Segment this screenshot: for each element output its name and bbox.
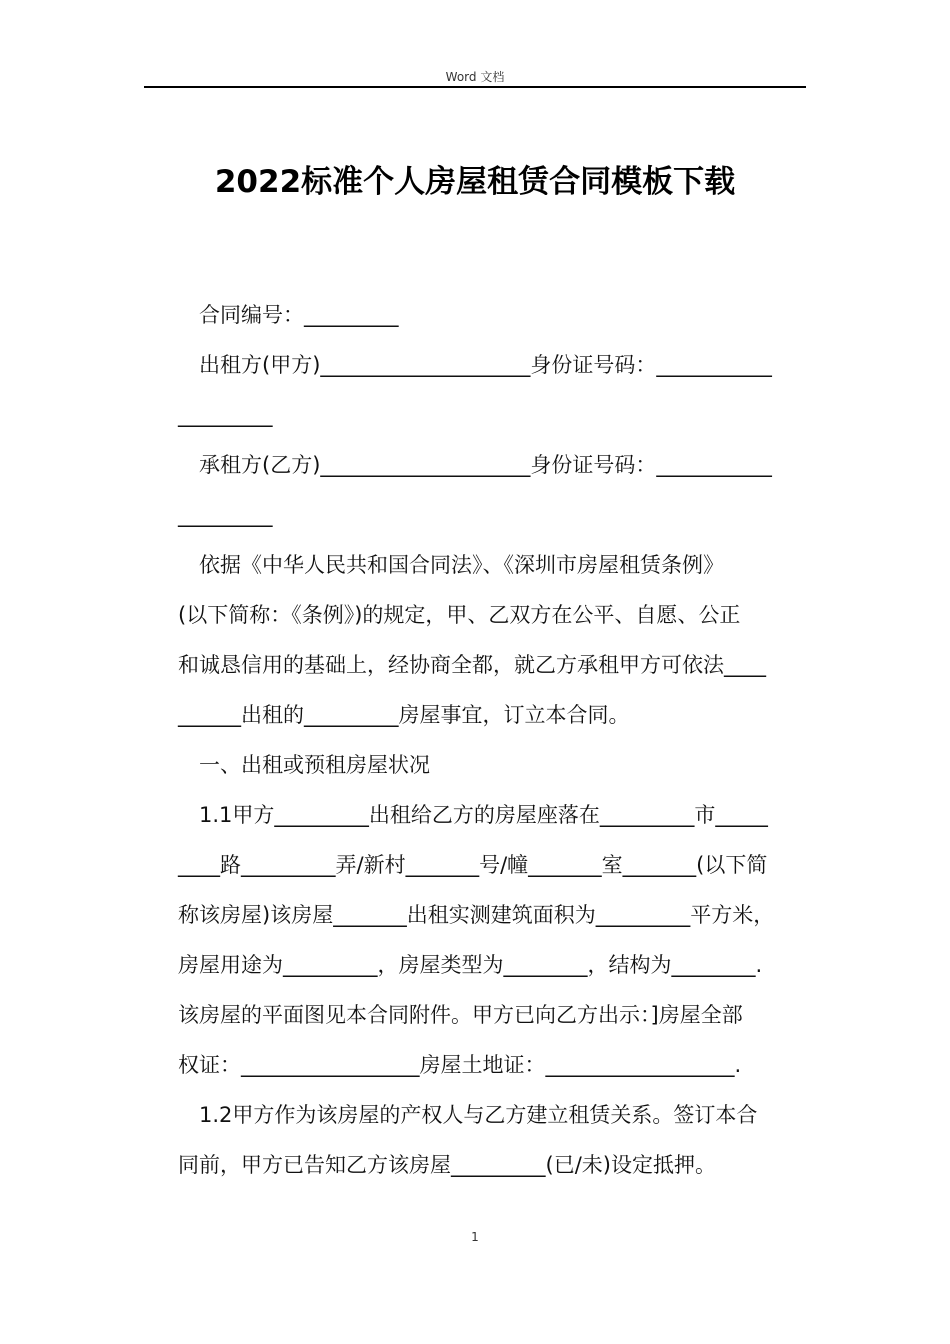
lessee-line-continued: _________ <box>178 503 273 527</box>
clause-line: ____路_________弄/新村_______号/幢_______室_______(以下简 <box>178 853 768 877</box>
paragraph-line: 和诚恳信用的基础上，经协商全都，就乙方承租甲方可依法____ <box>178 653 766 677</box>
document-title: 2022标准个人房屋租赁合同模板下载 <box>214 164 736 200</box>
clause-line: 同前，甲方已告知乙方该房屋_________(已/未)设定抵押。 <box>178 1153 716 1177</box>
page-number: 1 <box>471 1230 479 1244</box>
section-heading: 一、出租或预租房屋状况 <box>199 753 430 777</box>
clause-line: 称该房屋)该房屋_______出租实测建筑面积为_________平方米， <box>178 903 775 927</box>
clause-line: 1.1甲方_________出租给乙方的房屋座落在_________市_____ <box>199 803 768 827</box>
lessor-line-continued: _________ <box>178 403 273 427</box>
paragraph-line: 依据《中华人民共和国合同法》、《深圳市房屋租赁条例》 <box>199 553 724 577</box>
page-header: Word 文档 <box>445 70 505 84</box>
paragraph-line: ______出租的_________房屋事宜，订立本合同。 <box>178 703 630 727</box>
clause-line: 该房屋的平面图见本合同附件。甲方已向乙方出示：]房屋全部 <box>178 1003 743 1027</box>
lessor-line: 出租方(甲方)____________________身份证号码：___________ <box>199 353 772 377</box>
clause-line: 1.2甲方作为该房屋的产权人与乙方建立租赁关系。签订本合 <box>199 1103 758 1127</box>
clause-line: 房屋用途为_________，房屋类型为________，结构为________. <box>178 953 763 977</box>
contract-number-line: 合同编号：_________ <box>199 303 399 327</box>
clause-line: 权证：_________________房屋土地证：__________________. <box>178 1053 742 1077</box>
paragraph-line: (以下简称：《条例》)的规定，甲、乙双方在公平、自愿、公正 <box>178 603 741 627</box>
document-body <box>178 290 808 1190</box>
lessee-line: 承租方(乙方)____________________身份证号码：___________ <box>199 453 772 477</box>
header-divider <box>144 86 806 88</box>
